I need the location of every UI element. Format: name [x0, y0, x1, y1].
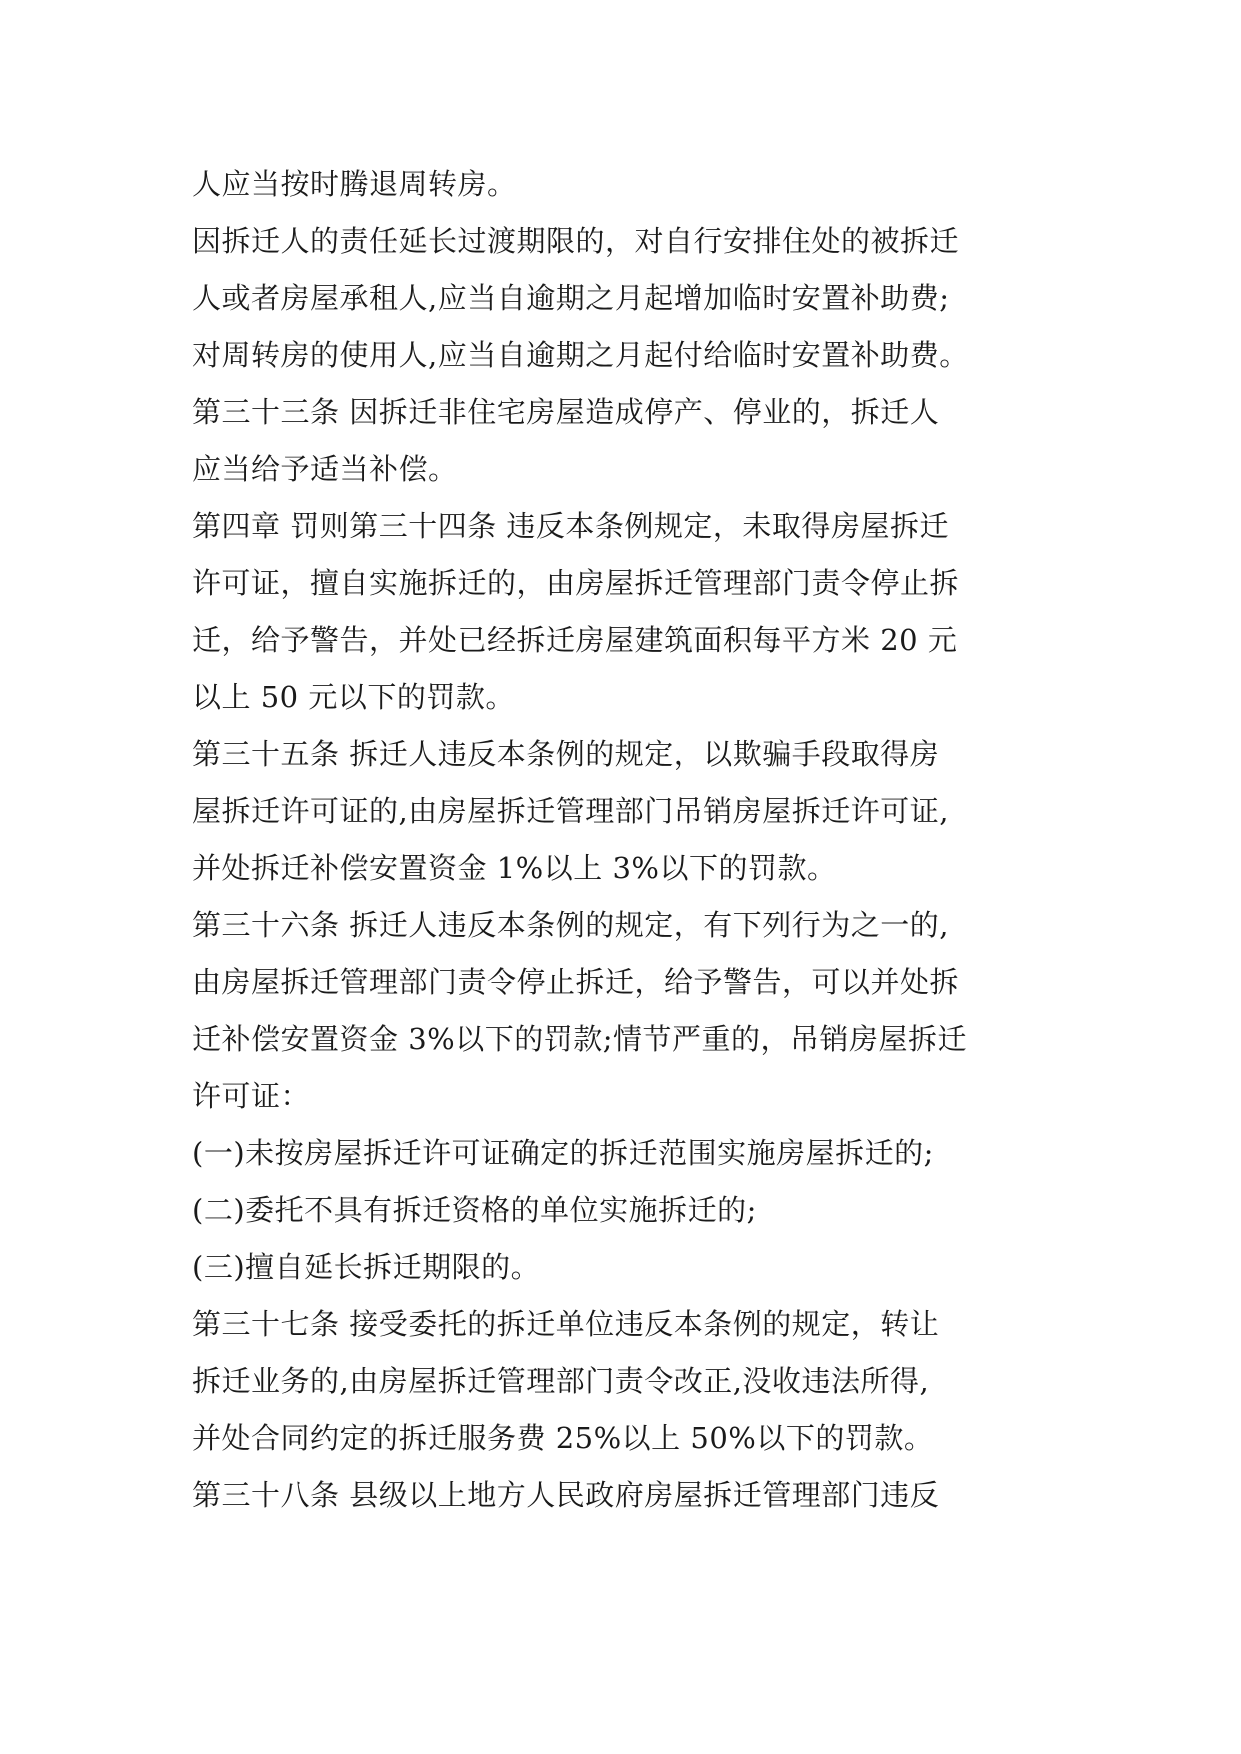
text-line: 应当给予适当补偿。	[192, 452, 458, 486]
text-line: 第三十七条 接受委托的拆迁单位违反本条例的规定，转让	[192, 1307, 940, 1341]
text-line: 屋拆迁许可证的,由房屋拆迁管理部门吊销房屋拆迁许可证,	[192, 794, 949, 828]
text-line: 由房屋拆迁管理部门责令停止拆迁，给予警告，可以并处拆	[192, 965, 960, 999]
text-line: 第三十三条 因拆迁非住宅房屋造成停产、停业的，拆迁人	[192, 395, 940, 429]
text-line: 第四章 罚则第三十四条 违反本条例规定，未取得房屋拆迁	[192, 509, 949, 543]
text-line: 第三十五条 拆迁人违反本条例的规定，以欺骗手段取得房	[192, 737, 940, 771]
text-line: 对周转房的使用人,应当自逾期之月起付给临时安置补助费。	[192, 338, 969, 372]
text-line: 人应当按时腾退周转房。	[192, 167, 517, 201]
text-line: 许可证：	[192, 1079, 311, 1113]
text-line: 拆迁业务的,由房屋拆迁管理部门责令改正,没收违法所得,	[192, 1364, 930, 1398]
text-line: 以上 50 元以下的罚款。	[192, 680, 515, 714]
list-item: (一)未按房屋拆迁许可证确定的拆迁范围实施房屋拆迁的;	[192, 1136, 934, 1170]
text-line: 人或者房屋承租人,应当自逾期之月起增加临时安置补助费;	[192, 281, 950, 315]
text-line: 第三十六条 拆迁人违反本条例的规定，有下列行为之一的,	[192, 908, 949, 942]
text-line: 因拆迁人的责任延长过渡期限的，对自行安排住处的被拆迁	[192, 224, 960, 258]
text-line: 迁补偿安置资金 3%以下的罚款;情节严重的，吊销房屋拆迁	[192, 1022, 967, 1056]
text-line: 并处拆迁补偿安置资金 1%以上 3%以下的罚款。	[192, 851, 837, 885]
text-line: 许可证，擅自实施拆迁的，由房屋拆迁管理部门责令停止拆	[192, 566, 960, 600]
text-line: 并处合同约定的拆迁服务费 25%以上 50%以下的罚款。	[192, 1421, 934, 1455]
text-line: 迁，给予警告，并处已经拆迁房屋建筑面积每平方米 20 元	[192, 623, 958, 657]
text-line: 第三十八条 县级以上地方人民政府房屋拆迁管理部门违反	[192, 1478, 940, 1512]
list-item: (三)擅自延长拆迁期限的。	[192, 1250, 541, 1284]
list-item: (二)委托不具有拆迁资格的单位实施拆迁的;	[192, 1193, 757, 1227]
document-body	[192, 156, 1062, 1524]
